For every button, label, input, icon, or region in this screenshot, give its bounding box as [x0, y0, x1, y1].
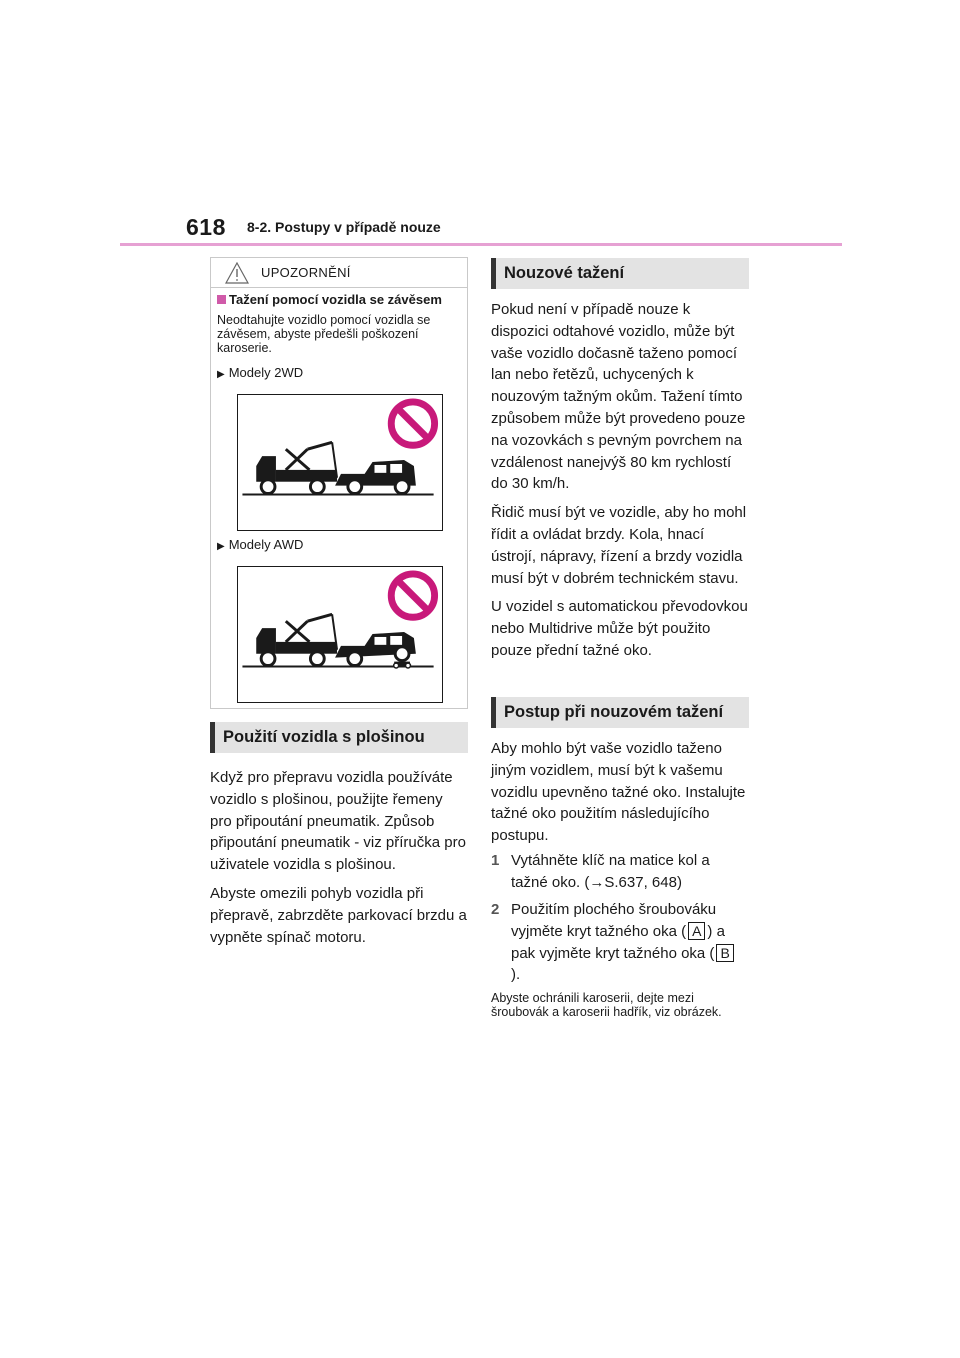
- emergency-paragraph-1: Pokud není v případě nouze k dispozici odtahové vozidlo, může být vaše vozidlo dočasně taženo pomocí lan nebo řetězů, uchycených k nouzovým tažným okům. Tažení tímto způsobem může být provedeno pouze na vozovkách s pevným povrchem na vzdálenost nanejvýš 80 km rychlostí do 30 km/h.: [491, 301, 746, 493]
- triangle-bullet-icon: ▶: [217, 369, 225, 380]
- square-bullet-icon: [217, 295, 226, 304]
- procedure-heading: Postup při nouzovém tažení: [491, 697, 749, 728]
- platform-paragraph-2: Abyste omezili pohyb vozidla při přepravě, zabrzděte parkovací brzdu a vypněte spínač motoru.: [210, 884, 467, 946]
- label-b: B: [716, 944, 733, 962]
- procedure-note: Abyste ochránili karoserii, dejte mezi šroubovák a karoserii hadřík, viz obrázek.: [491, 991, 722, 1019]
- procedure-intro: Aby mohlo být vaše vozidlo taženo jiným vozidlem, musí být k vašemu vozidlu upevněno tažné oko. Instalujte tažné oko použitím následujícího postupu.: [491, 740, 746, 845]
- model-awd-label: ▶ Modely AWD: [217, 537, 304, 552]
- warning-text: Neodtahujte vozidlo pomocí vozidla se závěsem, abyste předešli poškození karoserie.: [217, 313, 431, 355]
- emergency-body: [491, 299, 749, 669]
- figure-awd-tow: [237, 566, 443, 703]
- label-a: A: [688, 922, 705, 940]
- tow-truck-illustration: [238, 395, 442, 530]
- tow-truck-dolly-illustration: [238, 567, 442, 702]
- emergency-paragraph-3: U vozidel s automatickou převodovkou nebo Multidrive může být použito pouze přední tažné oko.: [491, 598, 748, 659]
- prohibition-icon: [391, 402, 434, 445]
- step-1-number: 1: [491, 852, 500, 869]
- page-number: 618: [186, 214, 226, 240]
- step-1: [491, 850, 749, 898]
- platform-heading: Použití vozidla s plošinou: [210, 722, 468, 753]
- warning-subtitle: Tažení pomocí vozidla se závěsem: [217, 292, 442, 307]
- step-1-text: Vytáhněte klíč na matice kol a tažné oko. (→S.637, 648): [511, 852, 710, 891]
- emergency-paragraph-2: Řidič musí být ve vozidle, aby ho mohl řídit a ovládat brzdy. Kola, hnací ústrojí, nápravy, řízení a brzdy vozidla musí být v dobrém technickém stavu.: [491, 504, 747, 587]
- step-2: [491, 899, 749, 987]
- triangle-bullet-icon: ▶: [217, 541, 225, 552]
- warning-triangle-icon: [225, 262, 249, 284]
- platform-paragraph-1: Když pro přepravu vozidla používáte vozidlo s plošinou, použijte řemeny pro připoutání pneumatik. Způsob připoutání pneumatik - viz příručka pro uživatele vozidla s plošinou.: [210, 769, 466, 874]
- step-2-text: Použitím plochého šroubováku vyjměte kryt tažného oka ( A ) a pak vyjměte kryt tažného oka ( B).: [511, 899, 743, 986]
- model-2wd-label: ▶ Modely 2WD: [217, 365, 304, 380]
- figure-2wd-tow: [237, 394, 443, 531]
- warning-label: UPOZORNĚNÍ: [261, 265, 351, 280]
- header-rule: [120, 243, 842, 246]
- warning-box: [210, 257, 468, 709]
- step-2-number: 2: [491, 901, 500, 918]
- section-title: 8-2. Postupy v případě nouze: [247, 219, 441, 235]
- platform-body: [210, 767, 468, 955]
- prohibition-icon: [391, 574, 434, 617]
- warning-header: [211, 258, 467, 288]
- emergency-heading: Nouzové tažení: [491, 258, 749, 289]
